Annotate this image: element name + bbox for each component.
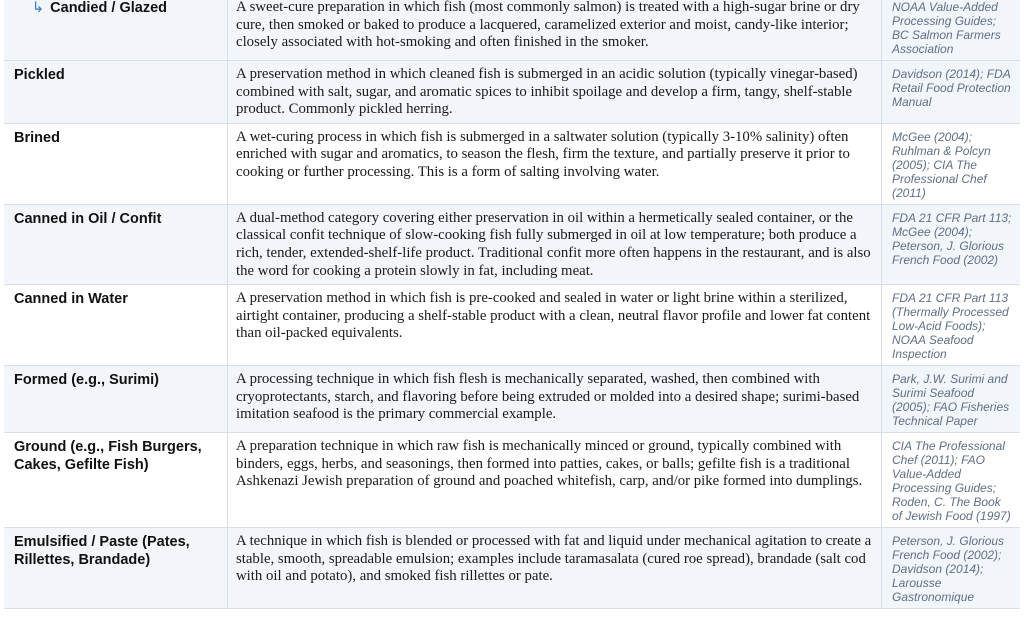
definition-cell: A preservation method in which fish is pre-cooked and sealed in water or light brine within a sterilized, airtight container, producing a shelf-stable product with a clean, neutral flavor profile and lower fat content than oil-packed equivalents.: [228, 285, 882, 366]
source-cell: FDA 21 CFR Part 113 (Thermally Processed Low-Acid Foods); NOAA Seafood Inspection: [882, 285, 1021, 366]
definitions-table: [4, 0, 1020, 609]
term-cell: Canned in Oil / Confit: [4, 204, 228, 284]
table-row: [4, 0, 1020, 61]
term-cell: [4, 0, 228, 61]
source-cell: FDA 21 CFR Part 113; McGee (2004); Peterson, J. Glorious French Food (2002): [882, 204, 1021, 284]
source-cell: Peterson, J. Glorious French Food (2002); Davidson (2014); Larousse Gastronomique: [882, 528, 1021, 609]
source-cell: Park, J.W. Surimi and Surimi Seafood (2005); FAO Fisheries Technical Paper: [882, 366, 1021, 433]
term-cell: Ground (e.g., Fish Burgers, Cakes, Gefilte Fish): [4, 433, 228, 528]
definition-cell: A technique in which fish is blended or processed with fat and liquid under mechanical agitation to create a stable, smooth, spreadable emulsion; examples include taramasalata (cured roe spread), brandade (salt cod with oil and potato), and smoked fish rillettes or pate.: [228, 528, 882, 609]
source-cell: McGee (2004); Ruhlman & Polcyn (2005); CIA The Professional Chef (2011): [882, 123, 1021, 204]
term-cell: Formed (e.g., Surimi): [4, 366, 228, 433]
definition-cell: A processing technique in which fish flesh is mechanically separated, washed, then combined with cryoprotectants, starch, and flavoring before being extruded or molded into a desired shape; surimi-based imitation seafood is the primary commercial example.: [228, 366, 882, 433]
table-row: [4, 61, 1020, 124]
definition-cell: A sweet-cure preparation in which fish (most commonly salmon) is treated with a high-sugar brine or dry cure, then smoked or baked to produce a lacquered, caramelized exterior and moist, candy-like interior; closely associated with hot-smoking and often finished in the smoker.: [228, 0, 882, 61]
table-row: [4, 366, 1020, 433]
source-cell: CIA The Professional Chef (2011); FAO Value-Added Processing Guides; Roden, C. The Book of Jewish Food (1997): [882, 433, 1021, 528]
table-row: [4, 204, 1020, 284]
table-row: [4, 433, 1020, 528]
definition-cell: A preservation method in which cleaned fish is submerged in an acidic solution (typically vinegar-based) combined with salt, sugar, and aromatic spices to inhibit spoilage and develop a firm, tangy, shelf-stable product. Commonly pickled herring.: [228, 61, 882, 124]
table-row: [4, 123, 1020, 204]
definition-cell: A dual-method category covering either preservation in oil within a hermetically sealed container, or the classical confit technique of slow-cooking fish fully submerged in oil at low temperature; both produce a rich, tender, extended-shelf-life product. Traditional confit more often happens in the restaurant, and is also the word for cooking a protein slowly in fat, including meat.: [228, 204, 882, 284]
table-row: [4, 528, 1020, 609]
term-cell: Pickled: [4, 61, 228, 124]
sub-item-arrow-icon: ↳: [32, 0, 45, 16]
table-row: [4, 285, 1020, 366]
term-cell: Emulsified / Paste (Pates, Rillettes, Brandade): [4, 528, 228, 609]
definition-cell: A wet-curing process in which fish is submerged in a saltwater solution (typically 3-10% salinity) often enriched with sugar and aromatics, to season the flesh, firm the texture, and partially preserve it prior to cooking or further processing. This is a form of salting involving water.: [228, 123, 882, 204]
term-label: Candied / Glazed: [50, 0, 167, 16]
definition-cell: A preparation technique in which raw fish is mechanically minced or ground, typically combined with binders, eggs, herbs, and seasonings, then formed into patties, cakes, or balls; gefilte fish is a traditional Ashkenazi Jewish preparation of ground and poached whitefish, carp, and/or pike formed into dumplings.: [228, 433, 882, 528]
source-cell: Davidson (2014); FDA Retail Food Protection Manual: [882, 61, 1021, 124]
term-cell: Brined: [4, 123, 228, 204]
term-cell: Canned in Water: [4, 285, 228, 366]
source-cell: NOAA Value-Added Processing Guides; BC Salmon Farmers Association: [882, 0, 1021, 61]
